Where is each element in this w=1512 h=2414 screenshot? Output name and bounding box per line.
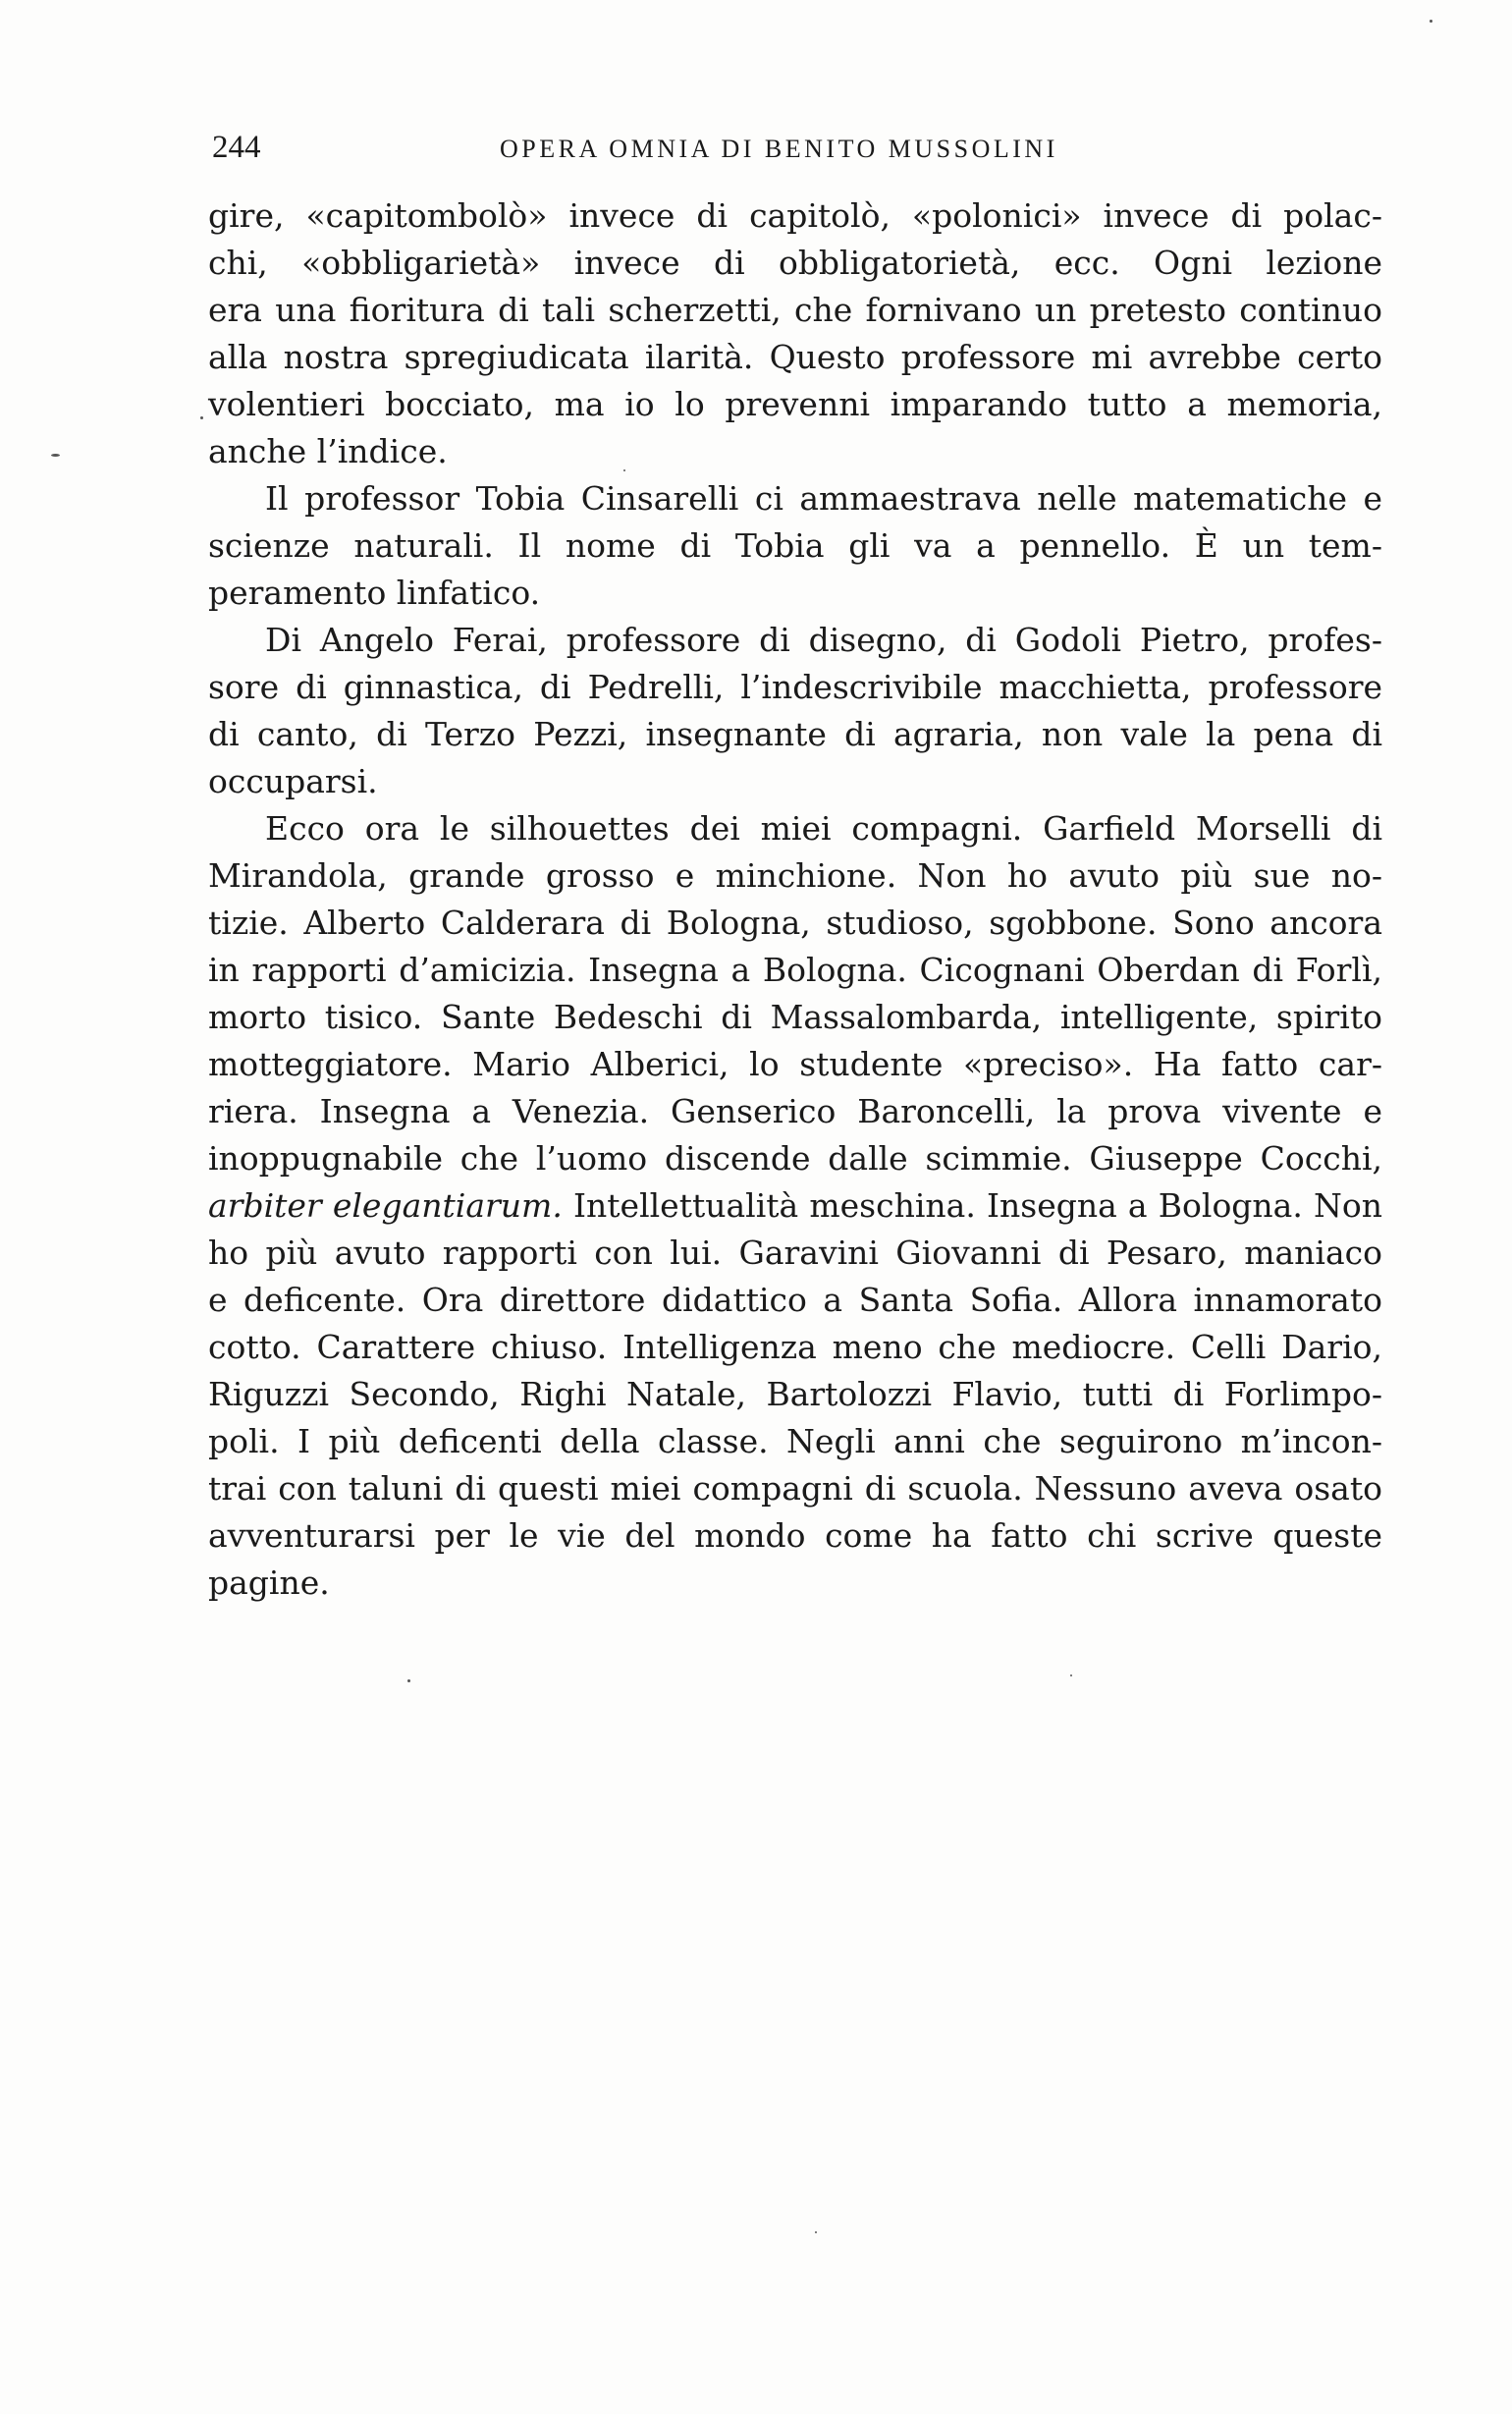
- text-line: Mirandola, grande grosso e minchione. Non ho avuto più sue no-: [208, 856, 1382, 895]
- text-line: ho più avuto rapporti con lui. Garavini Giovanni di Pesaro, maniaco: [208, 1234, 1382, 1272]
- text-line: peramento linfatico.: [208, 574, 541, 612]
- scan-speck: [815, 2231, 817, 2233]
- text-line: volentieri bocciato, ma io lo prevenni imparando tutto a memoria,: [208, 385, 1382, 423]
- text-line: alla nostra spregiudicata ilarità. Questo professore mi avrebbe certo: [208, 338, 1382, 376]
- paragraph-3: [208, 617, 1382, 805]
- text-line: occuparsi.: [208, 762, 378, 800]
- text-line: scienze naturali. Il nome di Tobia gli va a pennello. È un tem-: [208, 526, 1382, 565]
- text-line: Riguzzi Secondo, Righi Natale, Bartolozzi Flavio, tutti di Forlimpo-: [208, 1375, 1382, 1413]
- text-line: cotto. Carattere chiuso. Intelligenza meno che mediocre. Celli Dario,: [208, 1328, 1382, 1366]
- text-line: [208, 1182, 1382, 1230]
- text-line: Il professor Tobia Cinsarelli ci ammaestrava nelle matematiche e: [265, 479, 1382, 518]
- text-line: riera. Insegna a Venezia. Genserico Baroncelli, la prova vivente e: [208, 1092, 1382, 1130]
- text-line: poli. I più deficenti della classe. Negli anni che seguirono m’incon-: [208, 1422, 1382, 1460]
- text-line: era una fioritura di tali scherzetti, che fornivano un pretesto continuo: [208, 291, 1382, 329]
- scan-speck: [1070, 1674, 1072, 1676]
- text-line: Ecco ora le silhouettes dei miei compagni. Garfield Morselli di: [265, 809, 1382, 848]
- text-line: inoppugnabile che l’uomo discende dalle scimmie. Giuseppe Cocchi,: [208, 1139, 1382, 1178]
- body-text: [208, 192, 1382, 1607]
- text-line: morto tisico. Sante Bedeschi di Massalombarda, intelligente, spirito: [208, 998, 1382, 1036]
- page-number: 244: [212, 130, 261, 165]
- text-line: di canto, di Terzo Pezzi, insegnante di agraria, non vale la pena di: [208, 715, 1382, 753]
- text-line: sore di ginnastica, di Pedrelli, l’indescrivibile macchietta, professore: [208, 668, 1382, 706]
- scan-speck: [200, 416, 203, 419]
- text-line: anche l’indice.: [208, 432, 448, 470]
- running-title: OPERA OMNIA DI BENITO MUSSOLINI: [500, 135, 1058, 163]
- text-line: pagine.: [208, 1564, 330, 1602]
- paragraph-4: [208, 805, 1382, 1607]
- text-line: gire, «capitombolò» invece di capitolò, «polonici» invece di polac-: [208, 196, 1382, 235]
- text-line: in rapporti d’amicizia. Insegna a Bologna. Cicognani Oberdan di Forlì,: [208, 951, 1382, 989]
- scan-speck: [51, 454, 60, 457]
- paragraph-2: [208, 475, 1382, 617]
- running-head: [212, 128, 1390, 177]
- text-line: avventurarsi per le vie del mondo come ha fatto chi scrive queste: [208, 1516, 1382, 1555]
- scan-speck: [623, 469, 625, 471]
- text-run: Intellettualità meschina. Insegna a Bologna. Non: [562, 1186, 1383, 1225]
- text-line: tizie. Alberto Calderara di Bologna, studioso, sgobbone. Sono ancora: [208, 904, 1382, 942]
- italic-phrase: arbiter elegantiarum.: [208, 1186, 563, 1225]
- paragraph-1: [208, 192, 1382, 475]
- scan-speck: [1430, 20, 1432, 23]
- scan-speck: [407, 1679, 410, 1682]
- text-line: e deficente. Ora direttore didattico a Santa Sofia. Allora innamorato: [208, 1281, 1382, 1319]
- text-line: Di Angelo Ferai, professore di disegno, di Godoli Pietro, profes-: [265, 621, 1382, 659]
- text-line: chi, «obbligarietà» invece di obbligatorietà, ecc. Ogni lezione: [208, 244, 1382, 282]
- text-line: motteggiatore. Mario Alberici, lo studente «preciso». Ha fatto car-: [208, 1045, 1382, 1083]
- text-line: trai con taluni di questi miei compagni di scuola. Nessuno aveva osato: [208, 1469, 1382, 1508]
